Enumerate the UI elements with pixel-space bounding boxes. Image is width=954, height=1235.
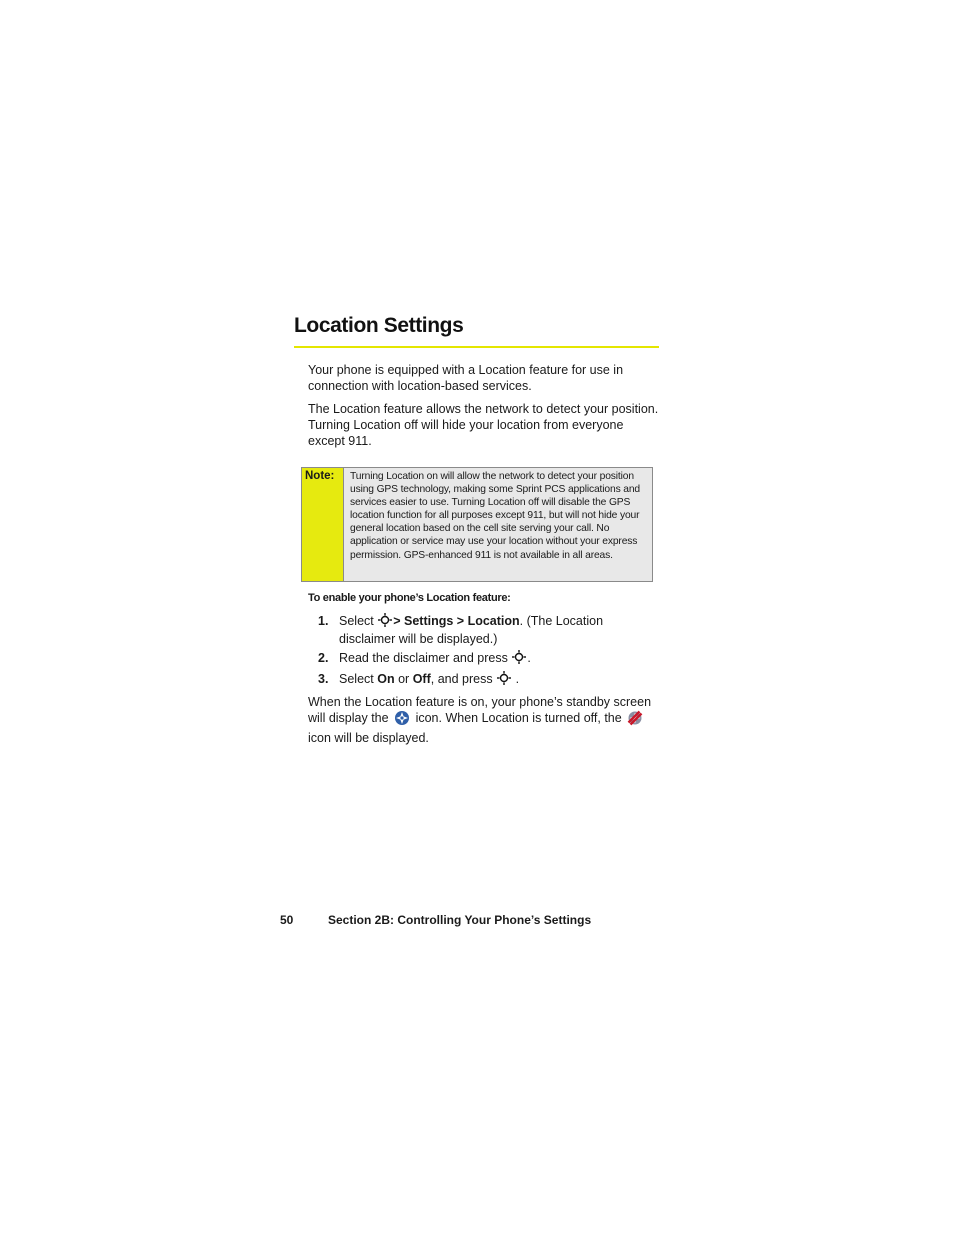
- title-underline: [294, 346, 659, 348]
- step-text: or: [398, 672, 410, 686]
- step-3: [318, 671, 658, 689]
- option-off: Off: [412, 672, 431, 686]
- procedure-heading: To enable your phone’s Location feature:: [308, 592, 511, 604]
- step-1: [318, 613, 658, 647]
- closing-text-3: icon will be displayed.: [308, 731, 429, 745]
- step-body: [339, 671, 658, 689]
- location-off-icon: [627, 710, 643, 730]
- step-number: 1.: [318, 614, 329, 628]
- step-2: [318, 650, 658, 668]
- closing-paragraph: [308, 694, 662, 746]
- intro-paragraph-1: Your phone is equipped with a Location feature for use in connection with location-based services.: [308, 363, 624, 393]
- step-text: .: [527, 651, 531, 665]
- note-box: [301, 467, 653, 582]
- step-text: Select: [339, 672, 374, 686]
- page-title: Location Settings: [294, 314, 464, 337]
- navigation-key-icon: [378, 613, 392, 631]
- menu-path: > Settings > Location: [393, 614, 520, 628]
- option-on: On: [377, 672, 395, 686]
- step-body: [339, 650, 658, 668]
- note-text: Turning Location on will allow the network to detect your position using GPS technology, making some Sprint PCS applications and services easier to use. Turning Location off will disable the GPS location function for all purposes except 911, but will not hide your general location based on the cell site serving your call. No application or service may use your location without your express permission. GPS-enhanced 911 is not available in all areas.: [344, 468, 652, 581]
- closing-text-1: When the Location feature is on, your phone’s standby screen will display the: [308, 695, 652, 725]
- note-label: Note:: [302, 468, 344, 581]
- step-text: Read the disclaimer and press: [339, 651, 508, 665]
- section-footer: Section 2B: Controlling Your Phone’s Settings: [328, 913, 592, 927]
- navigation-key-icon: [512, 650, 526, 668]
- step-text: Select: [339, 614, 374, 628]
- step-text: . (The Location disclaimer will be displayed.): [339, 614, 604, 646]
- closing-text-2: icon. When Location is turned off, the: [415, 711, 622, 725]
- location-on-icon: [394, 710, 410, 730]
- intro-paragraph-2: The Location feature allows the network to detect your position. Turning Location off will hide your location from everyone except 911.: [308, 402, 659, 448]
- page-number: 50: [280, 913, 294, 927]
- step-body: [339, 613, 658, 647]
- step-number: 2.: [318, 651, 329, 665]
- step-number: 3.: [318, 672, 329, 686]
- navigation-key-icon: [497, 671, 511, 689]
- step-text: , and press: [430, 672, 493, 686]
- step-text: .: [515, 672, 520, 686]
